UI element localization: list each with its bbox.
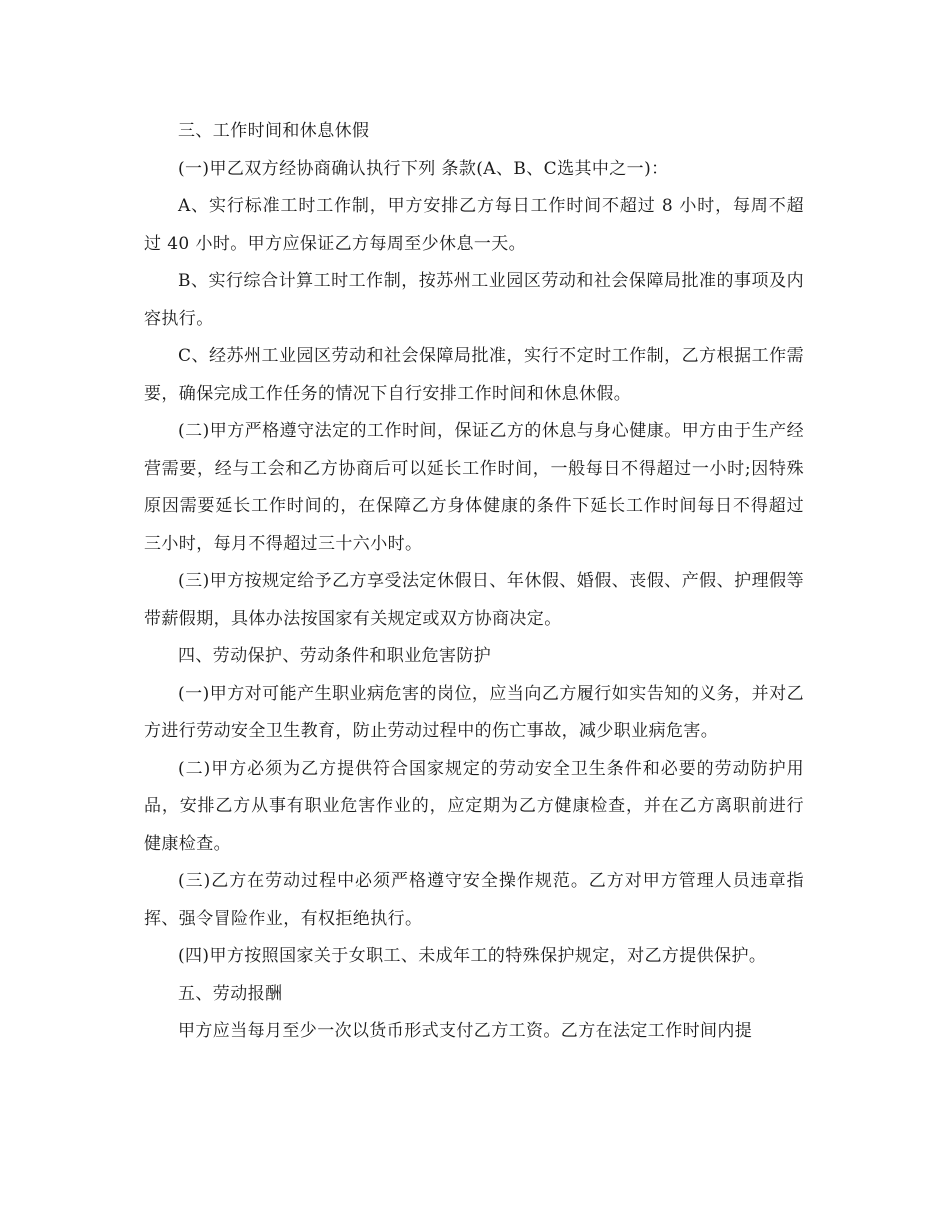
protection-clause-2: (二)甲方必须为乙方提供符合国家规定的劳动安全卫生条件和必要的劳动防护用品，安排乙方从事有职业危害作业的，应定期为乙方健康检查，并在乙方离职前进行健康检查。	[144, 758, 804, 854]
section-heading-working-hours: 三、工作时间和休息休假	[178, 121, 370, 141]
protection-clause-4: (四)甲方按照国家关于女职工、未成年工的特殊保护规定，对乙方提供保护。	[178, 946, 767, 966]
section-heading-remuneration: 五、劳动报酬	[178, 983, 283, 1004]
section-heading-labor-protection: 四、劳动保护、劳动条件和职业危害防护	[178, 646, 492, 666]
option-c-paragraph: C、经苏州工业园区劳动和社会保障局批准，实行不定时工作制，乙方根据工作需要，确保完成工作任务的情况下自行安排工作时间和休息休假。	[144, 346, 804, 404]
option-b-paragraph: B、实行综合计算工时工作制，按苏州工业园区劳动和社会保障局批准的事项及内容执行。	[144, 271, 804, 329]
remuneration-paragraph: 甲方应当每月至少一次以货币形式支付乙方工资。乙方在法定工作时间内提	[178, 1021, 753, 1041]
clause-1-intro: (一)甲乙双方经协商确认执行下列 条款(A、B、C选其中之一)：	[178, 158, 669, 179]
protection-clause-3: (三)乙方在劳动过程中必须严格遵守安全操作规范。乙方对甲方管理人员违章指挥、强令冒险作业，有权拒绝执行。	[144, 871, 804, 929]
option-a-paragraph: A、实行标准工时工作制，甲方安排乙方每日工作时间不超过 8 小时，每周不超过 40 小时。甲方应保证乙方每周至少休息一天。	[144, 196, 804, 254]
protection-clause-1: (一)甲方对可能产生职业病危害的岗位，应当向乙方履行如实告知的义务，并对乙方进行劳动安全卫生教育，防止劳动过程中的伤亡事故，减少职业病危害。	[144, 683, 804, 741]
document-body	[144, 113, 804, 1051]
clause-3-paid-leave: (三)甲方按规定给予乙方享受法定休假日、年休假、婚假、丧假、产假、护理假等带薪假期，具体办法按国家有关规定或双方协商决定。	[144, 571, 804, 629]
clause-2-overtime: (二)甲方严格遵守法定的工作时间，保证乙方的休息与身心健康。甲方由于生产经营需要，经与工会和乙方协商后可以延长工作时间，一般每日不得超过一小时;因特殊原因需要延长工作时间的，在保障乙方身体健康的条件下延长工作时间每日不得超过三小时，每月不得超过三十六小时。	[144, 421, 804, 554]
